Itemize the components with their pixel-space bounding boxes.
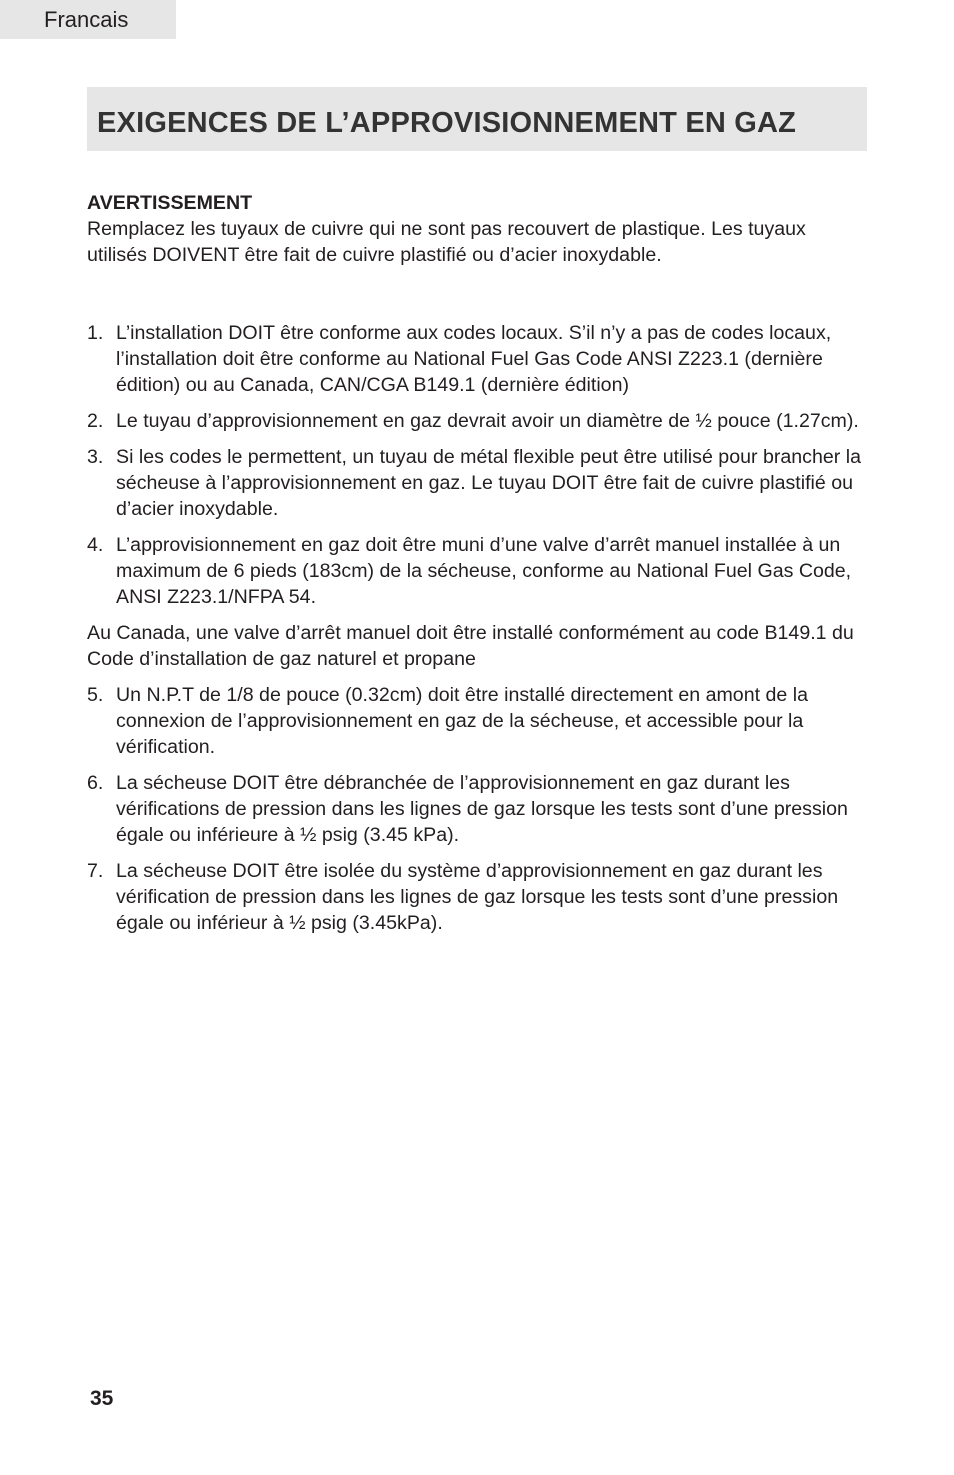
step-text: L’approvisionnement en gaz doit être muni d’une valve d’arrêt manuel installée à un maximum de 6 pieds (183cm) de la sécheuse, conforme au National Fuel Gas Code, ANSI Z223.1/NFPA 54. bbox=[116, 534, 852, 608]
page-number: 35 bbox=[90, 1387, 114, 1410]
list-item bbox=[87, 532, 869, 610]
page-title: EXIGENCES DE L’APPROVISIONNEMENT EN GAZ bbox=[97, 107, 797, 139]
step-text: L’installation DOIT être conforme aux codes locaux. S’il n’y a pas de codes locaux, l’installation doit être conforme au National Fuel Gas Code ANSI Z223.1 (dernière édition) ou au Canada, CAN/CGA B149.1 (dernière édition) bbox=[116, 322, 832, 396]
step-number: 3. bbox=[87, 446, 104, 468]
canada-note: Au Canada, une valve d’arrêt manuel doit être installé conformément au code B149.1 du Code d’installation de gaz naturel et propane bbox=[87, 622, 854, 670]
step-text: Le tuyau d’approvisionnement en gaz devrait avoir un diamètre de ½ pouce (1.27cm). bbox=[116, 410, 859, 432]
step-number: 5. bbox=[87, 684, 104, 706]
list-item bbox=[87, 408, 869, 434]
step-number: 4. bbox=[87, 534, 104, 556]
step-text: La sécheuse DOIT être isolée du système d’approvisionnement en gaz durant les vérification de pression dans les lignes de gaz lorsque les tests sont d’une pression égale ou inférieur à ½ psig (3.45kPa). bbox=[116, 860, 839, 934]
step-number: 6. bbox=[87, 772, 104, 794]
section-title-bar bbox=[87, 87, 867, 151]
warning-heading: AVERTISSEMENT bbox=[87, 192, 253, 214]
list-item bbox=[87, 682, 869, 760]
step-text: Si les codes le permettent, un tuyau de métal flexible peut être utilisé pour brancher la sécheuse à l’approvisionnement en gaz. Le tuyau DOIT être fait de cuivre plastifié ou d’acier inoxydable. bbox=[116, 446, 861, 520]
steps-list-2 bbox=[87, 682, 869, 936]
list-item bbox=[87, 770, 869, 848]
list-item bbox=[87, 444, 869, 522]
step-text: La sécheuse DOIT être débranchée de l’approvisionnement en gaz durant les vérifications de pression dans les lignes de gaz lorsque les tests sont d’une pression égale ou inférieure à ½ psig (3.45 kPa). bbox=[116, 772, 848, 846]
warning-text: Remplacez les tuyaux de cuivre qui ne sont pas recouvert de plastique. Les tuyaux utilisés DOIVENT être fait de cuivre plastifié ou d’acier inoxydable. bbox=[87, 218, 806, 266]
step-text: Un N.P.T de 1/8 de pouce (0.32cm) doit être installé directement en amont de la connexion de l’approvisionnement en gaz de la sécheuse, et accessible pour la vérification. bbox=[116, 684, 808, 758]
list-item bbox=[87, 320, 869, 398]
step-number: 7. bbox=[87, 860, 104, 882]
main-content bbox=[87, 190, 869, 946]
steps-list-1 bbox=[87, 320, 869, 610]
step-number: 2. bbox=[87, 410, 104, 432]
spacer bbox=[87, 268, 869, 320]
list-item bbox=[87, 858, 869, 936]
step-number: 1. bbox=[87, 322, 104, 344]
language-tab: Francais bbox=[0, 0, 176, 39]
